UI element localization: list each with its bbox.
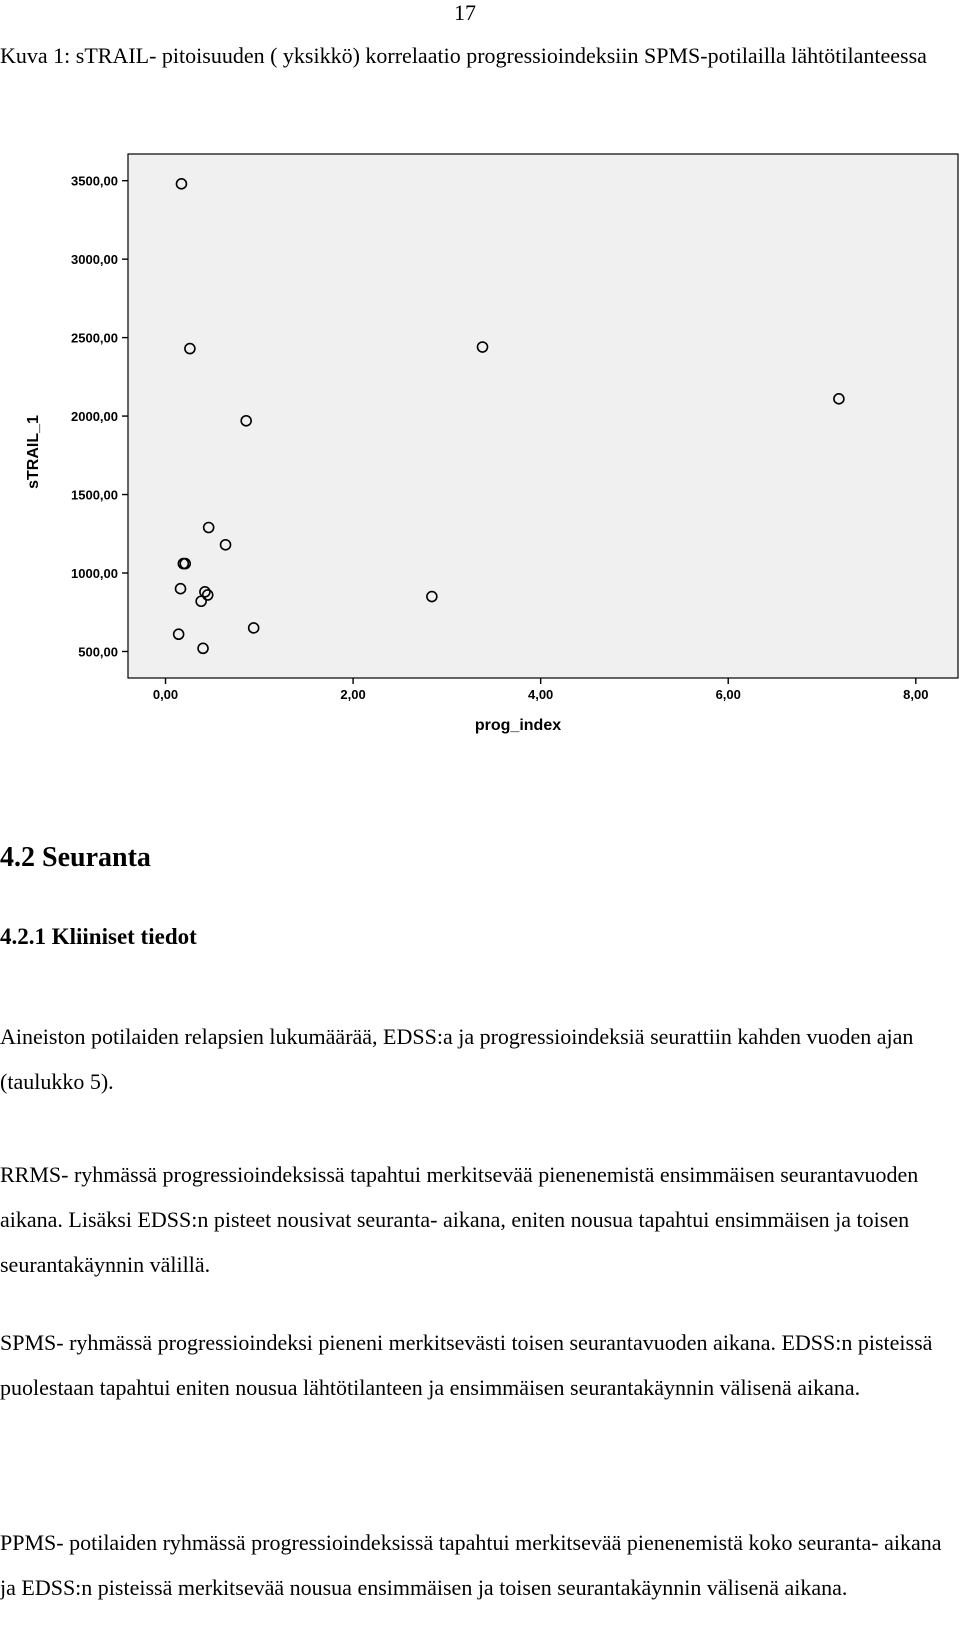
page-number: 17 bbox=[454, 0, 476, 25]
paragraph-rrms: RRMS- ryhmässä progressioindeksissä tapahtui merkitsevää pienenemistä ensimmäisen seurantavuoden aikana. Lisäksi EDSS:n pisteet nousivat seuranta- aikana, eniten nousua tapahtui ensimmäisen ja toisen seurantakäynnin välillä. bbox=[0, 1162, 919, 1277]
y-axis-title: sTRAIL_1 bbox=[25, 415, 42, 489]
x-tick-label: 4,00 bbox=[527, 687, 554, 702]
scatter-plot-svg bbox=[0, 150, 960, 790]
figure-caption: Kuva 1: sTRAIL- pitoisuuden ( yksikkö) korrelaatio progressioindeksiin SPMS-potilailla lähtötilanteessa bbox=[0, 43, 927, 68]
x-tick-label: 8,00 bbox=[903, 687, 929, 702]
section-heading: 4.2 Seuranta bbox=[0, 842, 151, 873]
x-tick-label: 6,00 bbox=[715, 687, 741, 702]
paragraph-spms: SPMS- ryhmässä progressioindeksi pieneni merkitsevästi toisen seurantavuoden aikana. EDSS:n pisteissä puolestaan tapahtui eniten nousua lähtötilanteen ja ensimmäisen seurantakäynnin välisenä aikana. bbox=[0, 1330, 933, 1400]
y-tick-label: 3500,00 bbox=[71, 173, 118, 189]
y-tick-label: 500,00 bbox=[78, 644, 118, 660]
paragraph-followup-intro: Aineiston potilaiden relapsien lukumäärää, EDSS:a ja progressioindeksiä seurattiin kahden vuoden ajan (taulukko 5). bbox=[0, 1024, 914, 1094]
y-tick-label: 3000,00 bbox=[71, 252, 118, 268]
plot-area bbox=[128, 154, 958, 678]
x-axis-title: prog_index bbox=[474, 717, 562, 734]
x-tick-label: 0,00 bbox=[152, 687, 179, 702]
subsection-heading: 4.2.1 Kliiniset tiedot bbox=[0, 924, 197, 949]
y-tick-label: 2000,00 bbox=[71, 409, 118, 425]
x-tick-label: 2,00 bbox=[340, 687, 366, 702]
paragraph-ppms: PPMS- potilaiden ryhmässä progressioindeksissä tapahtui merkitsevää pienenemistä koko seuranta- aikana ja EDSS:n pisteissä merkitsevää nousua ensimmäisen ja toisen seurantakäynnin välisenä aikana. bbox=[0, 1530, 942, 1600]
y-tick-label: 2500,00 bbox=[71, 330, 118, 346]
y-tick-label: 1000,00 bbox=[71, 566, 118, 582]
scatter-chart bbox=[0, 150, 960, 790]
y-tick-label: 1500,00 bbox=[71, 487, 118, 503]
